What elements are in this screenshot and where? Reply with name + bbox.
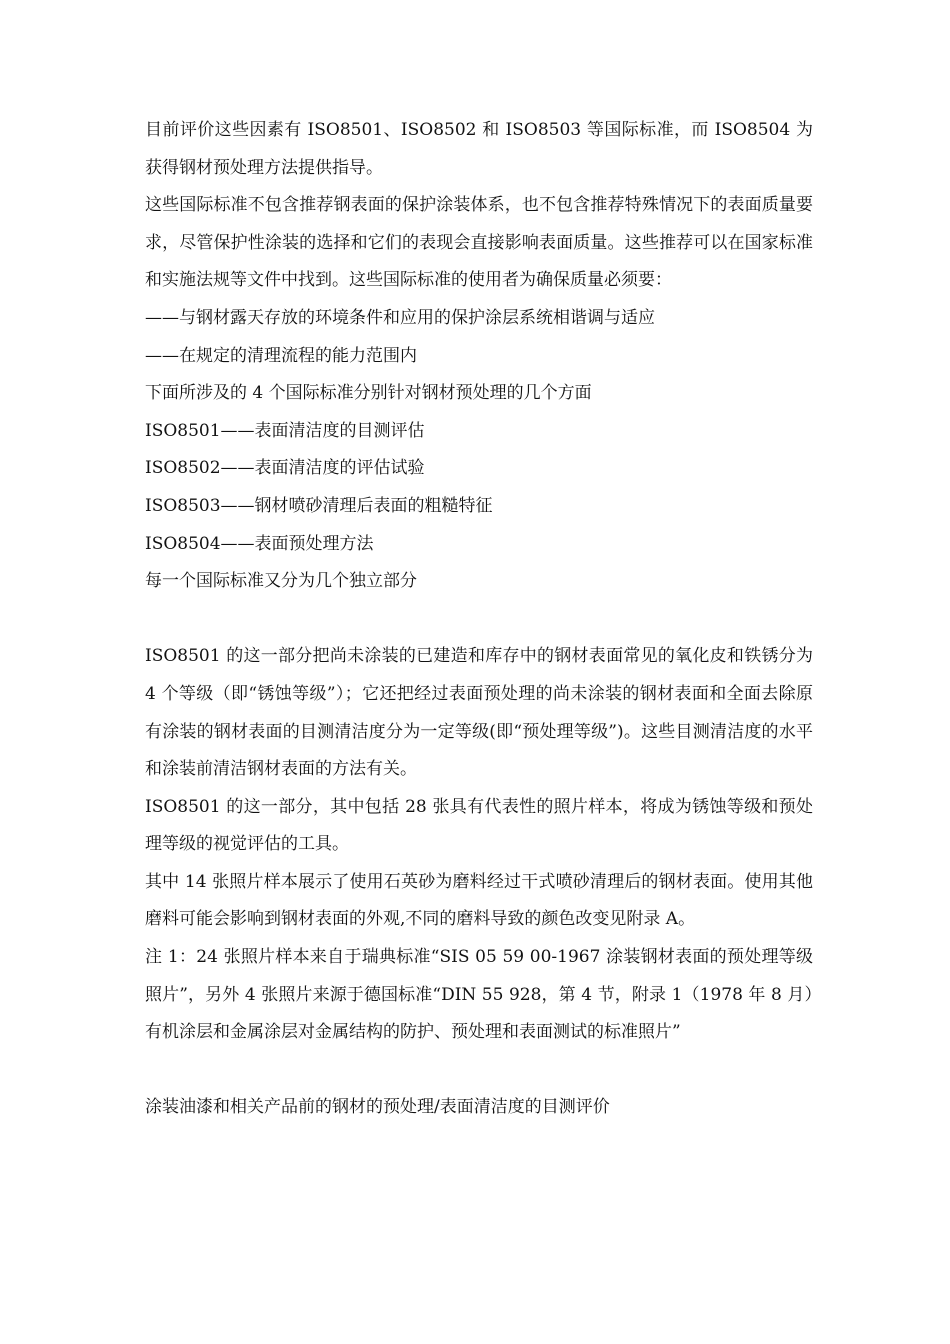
list-item-capability: ——在规定的清理流程的能力范围内: [145, 345, 417, 366]
document-body: [145, 112, 813, 1127]
paragraph-photo-samples: ISO8501 的这一部分，其中包括 28 张具有代表性的照片样本，将成为锈蚀等级和预处理等级的视觉评估的工具。: [145, 796, 813, 855]
paragraph-scope: 这些国际标准不包含推荐钢表面的保护涂装体系，也不包含推荐特殊情况下的表面质量要求，尽管保护性涂装的选择和它们的表现会直接影响表面质量。这些推荐可以在国家标准和实施法规等文件中找到。这些国际标准的使用者为确保质量必须要：: [145, 195, 813, 291]
section-heading: 涂装油漆和相关产品前的钢材的预处理/表面清洁度的目测评价: [145, 1097, 610, 1118]
list-item-iso8503: ISO8503——钢材喷砂清理后表面的粗糙特征: [145, 495, 493, 516]
paragraph-four-standards: 下面所涉及的 4 个国际标准分别针对钢材预处理的几个方面: [145, 383, 592, 404]
list-item-environment: ——与钢材露天存放的环境条件和应用的保护涂层系统相谐调与适应: [145, 307, 655, 328]
blank-line: [145, 601, 813, 639]
blank-line: [145, 1052, 813, 1090]
list-item-iso8502: ISO8502——表面清洁度的评估试验: [145, 458, 425, 479]
paragraph-standards-intro: 目前评价这些因素有 ISO8501、ISO8502 和 ISO8503 等国际标准，而 ISO8504 为获得钢材预处理方法提供指导。: [145, 120, 813, 178]
list-item-iso8501: ISO8501——表面清洁度的目测评估: [145, 420, 425, 441]
paragraph-iso8501-grades: ISO8501 的这一部分把尚未涂装的已建造和库存中的钢材表面常见的氧化皮和铁锈分为 4 个等级（即“锈蚀等级”）；它还把经过表面预处理的尚未涂装的钢材表面和全面去除原有涂装的钢材表面的目测清洁度分为一定等级(即“预处理等级”)。这些目测清洁度的水平和涂装前清洁钢材表面的方法有关。: [145, 646, 813, 780]
paragraph-note-1: 注 1：24 张照片样本来自于瑞典标准“SIS 05 59 00-1967 涂装钢材表面的预处理等级照片”，另外 4 张照片来源于德国标准“DIN 55 928，第 4 节，附录 1（1978 年 8 月）有机涂层和金属涂层对金属结构的防护、预处理和表面测试的标准照片”: [145, 947, 813, 1043]
list-item-iso8504: ISO8504——表面预处理方法: [145, 533, 374, 554]
paragraph-quartz-sand: 其中 14 张照片样本展示了使用石英砂为磨料经过干式喷砂清理后的钢材表面。使用其他磨料可能会影响到钢材表面的外观,不同的磨料导致的颜色改变见附录 A。: [145, 871, 813, 930]
paragraph-parts: 每一个国际标准又分为几个独立部分: [145, 571, 417, 592]
